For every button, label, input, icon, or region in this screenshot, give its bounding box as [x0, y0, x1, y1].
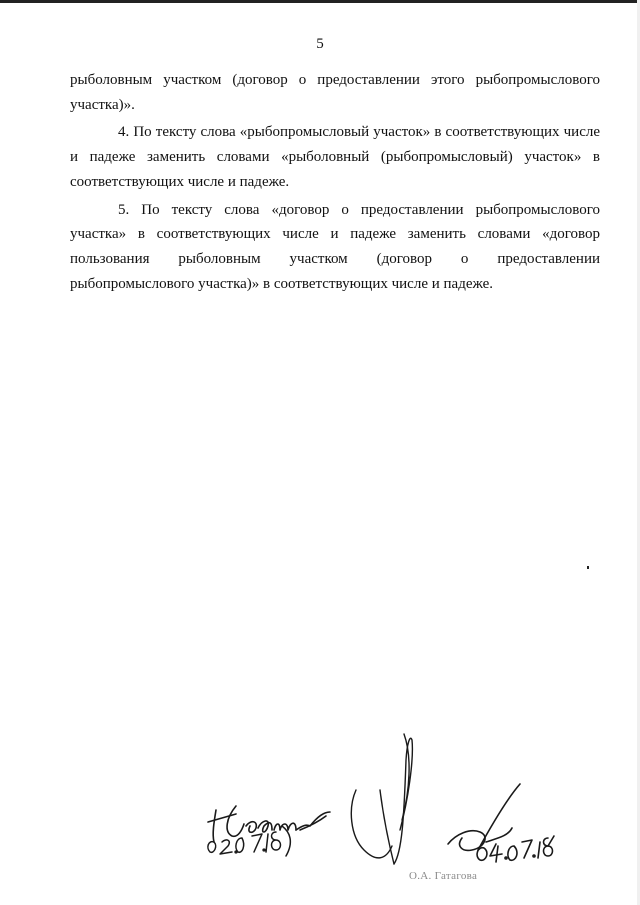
central-signature-flourish	[351, 734, 412, 864]
right-handwritten-date	[477, 836, 554, 862]
paragraph-item-4: 4. По тексту слова «рыбопромысловый участок» в соответствующих числе и падеже заменить словами «рыболовный (рыбопромысловый) участок» в соответствующих числе и падеже.	[70, 124, 600, 190]
paragraph-continuation: рыболовным участком (договор о предоставлении этого рыбопромыслового участка)».	[70, 72, 600, 113]
right-handwritten-signature	[448, 784, 520, 850]
page-number: 5	[316, 36, 324, 52]
left-handwritten-signature	[208, 806, 330, 842]
paragraph-item-5: 5. По тексту слова «договор о предоставлении рыбопромыслового участка» в соответствующих числе и падеже заменить словами «договор пользования рыболовным участком (договор о предоставлении рыбопромыслового участка)» в соответствующих числе и падеже.	[70, 201, 600, 292]
signatory-name: О.А. Гатагова	[409, 870, 478, 882]
